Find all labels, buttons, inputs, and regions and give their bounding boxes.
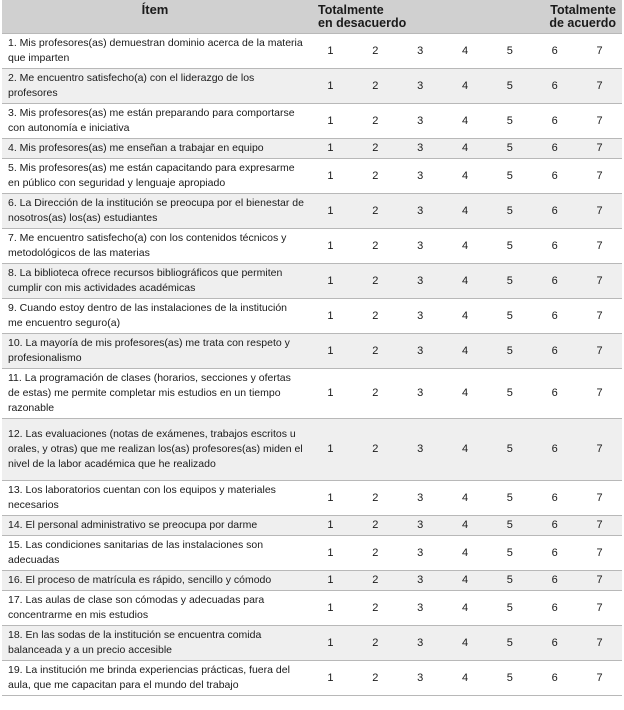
scale-option-2[interactable]: 2 bbox=[372, 79, 379, 92]
scale-option-2[interactable]: 2 bbox=[372, 239, 379, 252]
scale-option-2[interactable]: 2 bbox=[372, 204, 379, 217]
scale-option-2[interactable]: 2 bbox=[372, 387, 379, 399]
scale-option-1[interactable]: 1 bbox=[327, 671, 334, 684]
scale-option-1[interactable]: 1 bbox=[327, 239, 334, 252]
table-row bbox=[2, 103, 622, 138]
table-row bbox=[2, 570, 622, 590]
scale-option-3[interactable]: 3 bbox=[417, 574, 424, 586]
scale-low-header bbox=[308, 0, 443, 33]
scale-option-1[interactable]: 1 bbox=[327, 387, 334, 399]
scale-option-3[interactable]: 3 bbox=[417, 671, 424, 684]
scale-option-3[interactable]: 3 bbox=[417, 142, 424, 154]
scale-option-5[interactable]: 5 bbox=[506, 79, 513, 92]
scale-option-5[interactable]: 5 bbox=[506, 344, 513, 357]
scale-option-7[interactable]: 7 bbox=[596, 636, 603, 649]
table-row bbox=[2, 298, 622, 333]
scale-option-7[interactable]: 7 bbox=[596, 387, 603, 399]
scale-option-1[interactable]: 1 bbox=[327, 574, 334, 586]
item-statement: 10. La mayoría de mis profesores(as) me trata con respeto y profesionalismo bbox=[8, 336, 290, 364]
scale-option-3[interactable]: 3 bbox=[417, 344, 424, 357]
table-row bbox=[2, 333, 622, 368]
item-statement: 18. En las sodas de la institución se encuentra comida balanceada y a un precio accesible bbox=[8, 628, 262, 656]
scale-option-2[interactable]: 2 bbox=[372, 274, 379, 287]
item-statement: 14. El personal administrativo se preocupa por darme bbox=[8, 518, 258, 531]
scale-option-7[interactable]: 7 bbox=[596, 601, 603, 614]
scale-option-2[interactable]: 2 bbox=[372, 491, 379, 504]
scale-option-2[interactable]: 2 bbox=[372, 443, 379, 455]
scale-option-1[interactable]: 1 bbox=[327, 114, 334, 127]
scale-option-6[interactable]: 6 bbox=[551, 204, 558, 217]
scale-option-4[interactable]: 4 bbox=[461, 204, 469, 217]
scale-option-4[interactable]: 4 bbox=[461, 309, 469, 322]
item-statement: 6. La Dirección de la institución se preocupa por el bienestar de nosotros(as) los(as) estudiantes bbox=[8, 196, 304, 224]
table-row bbox=[2, 263, 622, 298]
item-statement: 13. Los laboratorios cuentan con los equipos y materiales necesarios bbox=[8, 483, 276, 511]
scale-option-2[interactable]: 2 bbox=[372, 601, 379, 614]
scale-option-6[interactable]: 6 bbox=[551, 79, 558, 92]
scale-option-3[interactable]: 3 bbox=[417, 601, 424, 614]
scale-option-5[interactable]: 5 bbox=[506, 387, 513, 399]
scale-option-4[interactable]: 4 bbox=[461, 443, 469, 455]
scale-option-3[interactable]: 3 bbox=[417, 114, 424, 127]
scale-option-3[interactable]: 3 bbox=[417, 274, 424, 287]
scale-option-6[interactable]: 6 bbox=[551, 114, 558, 127]
scale-option-4[interactable]: 4 bbox=[461, 601, 469, 614]
scale-option-1[interactable]: 1 bbox=[327, 601, 334, 614]
scale-option-4[interactable]: 4 bbox=[461, 239, 469, 252]
scale-option-6[interactable]: 6 bbox=[551, 169, 558, 182]
table-row bbox=[2, 33, 622, 68]
scale-option-1[interactable]: 1 bbox=[327, 636, 334, 649]
scale-option-6[interactable]: 6 bbox=[551, 519, 558, 531]
scale-option-5[interactable]: 5 bbox=[506, 239, 513, 252]
scale-option-7[interactable]: 7 bbox=[596, 519, 603, 531]
scale-option-3[interactable]: 3 bbox=[417, 169, 424, 182]
scale-option-5[interactable]: 5 bbox=[506, 636, 513, 649]
scale-option-4[interactable]: 4 bbox=[461, 79, 469, 92]
item-statement: 15. Las condiciones sanitarias de las instalaciones son adecuadas bbox=[8, 538, 264, 566]
scale-option-6[interactable]: 6 bbox=[551, 142, 558, 154]
table-row bbox=[2, 368, 622, 418]
item-statement: 19. La institución me brinda experiencias prácticas, fuera del aula, que me capacitan para el mundo del trabajo bbox=[8, 663, 290, 691]
scale-option-6[interactable]: 6 bbox=[551, 239, 558, 252]
scale-option-6[interactable]: 6 bbox=[551, 574, 558, 586]
scale-option-5[interactable]: 5 bbox=[506, 443, 513, 455]
scale-option-7[interactable]: 7 bbox=[596, 114, 603, 127]
scale-option-6[interactable]: 6 bbox=[551, 671, 558, 684]
scale-option-3[interactable]: 3 bbox=[417, 546, 424, 559]
table-row bbox=[2, 68, 622, 103]
scale-option-7[interactable]: 7 bbox=[596, 142, 603, 154]
scale-option-7[interactable]: 7 bbox=[596, 79, 603, 92]
scale-option-2[interactable]: 2 bbox=[372, 169, 379, 182]
scale-option-7[interactable]: 7 bbox=[596, 239, 603, 252]
scale-option-6[interactable]: 6 bbox=[551, 309, 558, 322]
scale-option-4[interactable]: 4 bbox=[461, 519, 469, 531]
scale-option-3[interactable]: 3 bbox=[417, 44, 424, 57]
scale-option-3[interactable]: 3 bbox=[417, 387, 424, 399]
table-row bbox=[2, 138, 622, 158]
scale-option-7[interactable]: 7 bbox=[596, 671, 603, 684]
scale-high-header-line1: Totalmente bbox=[550, 3, 616, 17]
scale-option-5[interactable]: 5 bbox=[506, 491, 513, 504]
scale-option-4[interactable]: 4 bbox=[461, 546, 469, 559]
scale-option-4[interactable]: 4 bbox=[461, 344, 469, 357]
scale-option-7[interactable]: 7 bbox=[596, 443, 603, 455]
scale-option-6[interactable]: 6 bbox=[551, 44, 558, 57]
scale-option-1[interactable]: 1 bbox=[327, 274, 334, 287]
scale-option-2[interactable]: 2 bbox=[372, 574, 379, 586]
scale-option-4[interactable]: 4 bbox=[461, 387, 469, 399]
item-statement: 3. Mis profesores(as) me están preparando para comportarse con autonomía e iniciativa bbox=[8, 106, 295, 134]
item-statement: 17. Las aulas de clase son cómodas y adecuadas para concentrarme en mis estudios bbox=[8, 593, 265, 621]
scale-option-4[interactable]: 4 bbox=[461, 636, 469, 649]
scale-option-2[interactable]: 2 bbox=[372, 671, 379, 684]
item-statement: 4. Mis profesores(as) me enseñan a trabajar en equipo bbox=[8, 141, 264, 154]
scale-option-3[interactable]: 3 bbox=[417, 491, 424, 504]
scale-option-4[interactable]: 4 bbox=[461, 671, 469, 684]
scale-option-2[interactable]: 2 bbox=[372, 114, 379, 127]
scale-option-1[interactable]: 1 bbox=[327, 519, 334, 531]
scale-option-3[interactable]: 3 bbox=[417, 443, 424, 455]
scale-option-7[interactable]: 7 bbox=[596, 44, 603, 57]
scale-option-5[interactable]: 5 bbox=[506, 671, 513, 684]
scale-option-7[interactable]: 7 bbox=[596, 309, 603, 322]
item-statement: 9. Cuando estoy dentro de las instalaciones de la institución me encuentro seguro(a) bbox=[8, 301, 288, 329]
header-row bbox=[2, 0, 622, 33]
scale-option-4[interactable]: 4 bbox=[461, 491, 469, 504]
scale-option-6[interactable]: 6 bbox=[551, 387, 558, 399]
scale-option-3[interactable]: 3 bbox=[417, 636, 424, 649]
table-row bbox=[2, 418, 622, 480]
scale-option-3[interactable]: 3 bbox=[417, 309, 424, 322]
scale-option-4[interactable]: 4 bbox=[461, 274, 469, 287]
scale-option-5[interactable]: 5 bbox=[506, 169, 513, 182]
scale-option-2[interactable]: 2 bbox=[372, 44, 379, 57]
scale-low-header-line2: en desacuerdo bbox=[318, 16, 407, 30]
scale-option-4[interactable]: 4 bbox=[461, 114, 469, 127]
scale-option-1[interactable]: 1 bbox=[327, 443, 334, 455]
scale-option-1[interactable]: 1 bbox=[327, 344, 334, 357]
table-row bbox=[2, 193, 622, 228]
table-row bbox=[2, 515, 622, 535]
scale-option-1[interactable]: 1 bbox=[327, 204, 334, 217]
scale-low-header-line1: Totalmente bbox=[318, 3, 384, 17]
scale-option-1[interactable]: 1 bbox=[327, 44, 334, 57]
scale-option-1[interactable]: 1 bbox=[327, 309, 334, 322]
scale-high-header-line2: de acuerdo bbox=[549, 16, 616, 30]
scale-option-3[interactable]: 3 bbox=[417, 79, 424, 92]
scale-option-7[interactable]: 7 bbox=[596, 491, 603, 504]
scale-option-4[interactable]: 4 bbox=[461, 169, 469, 182]
scale-option-2[interactable]: 2 bbox=[372, 636, 379, 649]
scale-high-header bbox=[532, 0, 622, 33]
scale-option-4[interactable]: 4 bbox=[461, 574, 469, 586]
scale-option-2[interactable]: 2 bbox=[372, 519, 379, 531]
item-column-header: Ítem bbox=[141, 2, 169, 17]
scale-option-5[interactable]: 5 bbox=[506, 114, 513, 127]
scale-option-5[interactable]: 5 bbox=[506, 546, 513, 559]
scale-option-1[interactable]: 1 bbox=[327, 546, 334, 559]
table-row bbox=[2, 535, 622, 570]
scale-option-2[interactable]: 2 bbox=[372, 546, 379, 559]
scale-option-5[interactable]: 5 bbox=[506, 574, 513, 586]
scale-option-4[interactable]: 4 bbox=[461, 44, 469, 57]
scale-option-7[interactable]: 7 bbox=[596, 344, 603, 357]
scale-option-6[interactable]: 6 bbox=[551, 274, 558, 287]
scale-option-5[interactable]: 5 bbox=[506, 204, 513, 217]
scale-option-2[interactable]: 2 bbox=[372, 309, 379, 322]
scale-option-5[interactable]: 5 bbox=[506, 601, 513, 614]
scale-option-5[interactable]: 5 bbox=[506, 309, 513, 322]
item-statement: 2. Me encuentro satisfecho(a) con el liderazgo de los profesores bbox=[8, 71, 255, 99]
scale-option-1[interactable]: 1 bbox=[327, 169, 334, 182]
scale-option-4[interactable]: 4 bbox=[461, 142, 469, 154]
item-statement: 11. La programación de clases (horarios, secciones y ofertas de estas) me permite completar mis estudios en un tiempo razonable bbox=[8, 371, 291, 414]
scale-option-5[interactable]: 5 bbox=[506, 142, 513, 154]
scale-option-5[interactable]: 5 bbox=[506, 44, 513, 57]
scale-option-7[interactable]: 7 bbox=[596, 169, 603, 182]
item-statement: 1. Mis profesores(as) demuestran dominio acerca de la materia que imparten bbox=[8, 36, 303, 64]
scale-option-1[interactable]: 1 bbox=[327, 142, 334, 154]
scale-mid-header bbox=[443, 0, 533, 33]
scale-option-7[interactable]: 7 bbox=[596, 574, 603, 586]
item-statement: 5. Mis profesores(as) me están capacitando para expresarme en público con seguridad y lenguaje apropiado bbox=[8, 161, 295, 189]
table-row bbox=[2, 660, 622, 695]
likert-survey-table bbox=[2, 0, 622, 696]
scale-option-2[interactable]: 2 bbox=[372, 344, 379, 357]
table-row bbox=[2, 625, 622, 660]
scale-option-7[interactable]: 7 bbox=[596, 546, 603, 559]
scale-option-3[interactable]: 3 bbox=[417, 519, 424, 531]
item-statement: 16. El proceso de matrícula es rápido, sencillo y cómodo bbox=[8, 573, 272, 586]
scale-option-3[interactable]: 3 bbox=[417, 239, 424, 252]
item-statement: 8. La biblioteca ofrece recursos bibliográficos que permiten cumplir con mis actividades académicas bbox=[8, 266, 283, 294]
scale-option-6[interactable]: 6 bbox=[551, 636, 558, 649]
scale-option-5[interactable]: 5 bbox=[506, 274, 513, 287]
table-row bbox=[2, 480, 622, 515]
scale-option-7[interactable]: 7 bbox=[596, 274, 603, 287]
table-row bbox=[2, 158, 622, 193]
item-statement: 7. Me encuentro satisfecho(a) con los contenidos técnicos y metodológicos de las materias bbox=[8, 231, 287, 259]
scale-option-6[interactable]: 6 bbox=[551, 443, 558, 455]
table-row bbox=[2, 590, 622, 625]
scale-option-7[interactable]: 7 bbox=[596, 204, 603, 217]
scale-option-3[interactable]: 3 bbox=[417, 204, 424, 217]
scale-option-6[interactable]: 6 bbox=[551, 546, 558, 559]
scale-option-6[interactable]: 6 bbox=[551, 344, 558, 357]
scale-option-5[interactable]: 5 bbox=[506, 519, 513, 531]
scale-option-1[interactable]: 1 bbox=[327, 79, 334, 92]
scale-option-6[interactable]: 6 bbox=[551, 601, 558, 614]
item-statement: 12. Las evaluaciones (notas de exámenes, trabajos escritos u orales, y otras) que me realizan los(as) profesores(as) miden el nivel de la labor académica que he realizado bbox=[8, 427, 303, 470]
scale-option-6[interactable]: 6 bbox=[551, 491, 558, 504]
table-row bbox=[2, 228, 622, 263]
scale-option-1[interactable]: 1 bbox=[327, 491, 334, 504]
scale-option-2[interactable]: 2 bbox=[372, 142, 379, 154]
